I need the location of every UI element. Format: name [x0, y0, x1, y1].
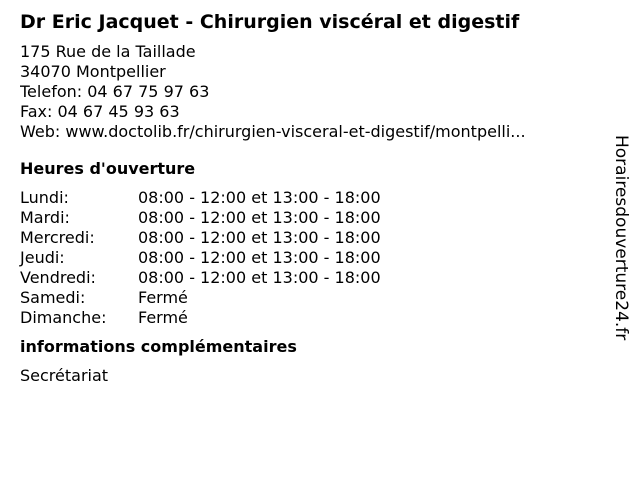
- listing-card: [20, 8, 600, 386]
- hours-day-label: Jeudi:: [20, 248, 65, 267]
- hours-row-sunday: [20, 308, 600, 328]
- opening-hours-table: [20, 188, 600, 328]
- hours-time-value: 08:00 - 12:00 et 13:00 - 18:00: [138, 268, 381, 287]
- additional-info-heading: informations complémentaires: [20, 337, 297, 356]
- hours-time-value: Fermé: [138, 308, 188, 327]
- address-line-city: 34070 Montpellier: [20, 62, 166, 81]
- hours-row-thursday: [20, 248, 600, 268]
- phone-number[interactable]: Telefon: 04 67 75 97 63: [20, 82, 210, 101]
- site-watermark: Horairesdouverture24.fr: [611, 135, 631, 341]
- page-title: Dr Eric Jacquet - Chirurgien viscéral et digestif: [20, 11, 520, 33]
- additional-info-text: Secrétariat: [20, 366, 109, 385]
- hours-day-label: Lundi:: [20, 188, 69, 207]
- hours-row-monday: [20, 188, 600, 208]
- hours-day-label: Samedi:: [20, 288, 86, 307]
- hours-day-label: Mercredi:: [20, 228, 95, 247]
- hours-row-friday: [20, 268, 600, 288]
- address-line-street: 175 Rue de la Taillade: [20, 42, 196, 61]
- hours-day-label: Vendredi:: [20, 268, 96, 287]
- hours-day-label: Dimanche:: [20, 308, 107, 327]
- hours-time-value: 08:00 - 12:00 et 13:00 - 18:00: [138, 228, 381, 247]
- opening-hours-heading: Heures d'ouverture: [20, 159, 196, 178]
- hours-time-value: Fermé: [138, 288, 188, 307]
- hours-time-value: 08:00 - 12:00 et 13:00 - 18:00: [138, 248, 381, 267]
- hours-row-tuesday: [20, 208, 600, 228]
- hours-row-wednesday: [20, 228, 600, 248]
- hours-day-label: Mardi:: [20, 208, 70, 227]
- hours-time-value: 08:00 - 12:00 et 13:00 - 18:00: [138, 188, 381, 207]
- fax-number: Fax: 04 67 45 93 63: [20, 102, 180, 121]
- website-link[interactable]: Web: www.doctolib.fr/chirurgien-visceral-et-digestif/montpelli...: [20, 122, 526, 141]
- hours-time-value: 08:00 - 12:00 et 13:00 - 18:00: [138, 208, 381, 227]
- hours-row-saturday: [20, 288, 600, 308]
